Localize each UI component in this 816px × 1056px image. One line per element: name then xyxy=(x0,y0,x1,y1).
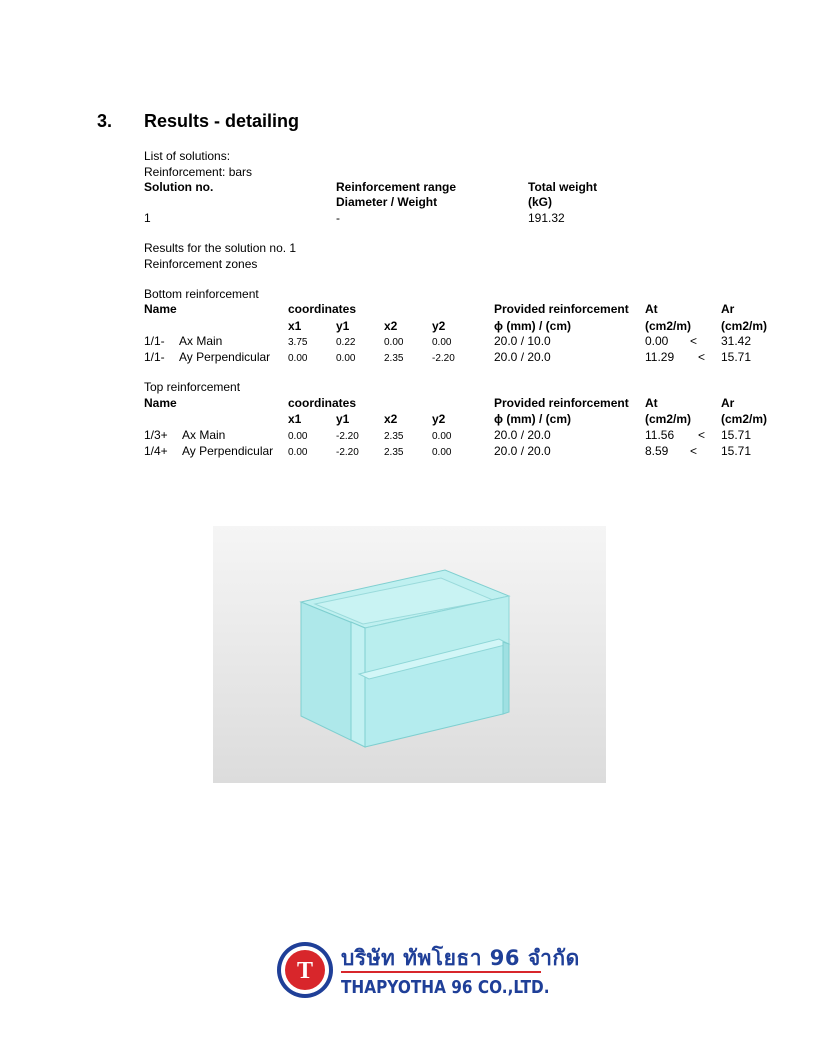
col-at-unit: (cm2/m) xyxy=(645,319,692,333)
phi-symbol: ϕ xyxy=(494,412,503,426)
bottom-row-1-cmp: < xyxy=(690,334,698,348)
model-render xyxy=(213,526,606,783)
bottom-row-2-provided: 20.0 / 20.0 xyxy=(494,350,551,364)
reinforcement-label: Reinforcement: bars xyxy=(144,165,253,179)
col-provided-2: Provided reinforcement xyxy=(494,396,629,410)
top-row-2-x1: 0.00 xyxy=(288,447,308,458)
logo-divider xyxy=(341,971,541,973)
company-name-english: THAPYOTHA 96 CO.,LTD. xyxy=(341,977,550,998)
col-ar-2: Ar xyxy=(721,396,735,410)
bottom-row-1-id: 1/1- xyxy=(144,334,165,348)
bottom-row-2-y1: 0.00 xyxy=(336,353,356,364)
solution-header: Solution no. xyxy=(144,180,214,194)
company-name-thai: บริษัท ทัพโยธา 96 จำกัด xyxy=(341,946,580,970)
top-row-1-y2: 0.00 xyxy=(432,431,452,442)
col-ar-unit-2: (cm2/m) xyxy=(721,412,768,426)
bottom-row-1-x1: 3.75 xyxy=(288,337,308,348)
col-y1: y1 xyxy=(336,319,350,333)
top-row-1-y1: -2.20 xyxy=(336,431,359,442)
col-ar: Ar xyxy=(721,302,735,316)
range-subheader: Diameter / Weight xyxy=(336,195,438,209)
bottom-row-1-y2: 0.00 xyxy=(432,337,452,348)
range-value: - xyxy=(336,211,340,225)
col-x1: x1 xyxy=(288,319,302,333)
col-y2-2: y2 xyxy=(432,412,446,426)
col-y2: y2 xyxy=(432,319,446,333)
bottom-title: Bottom reinforcement xyxy=(144,287,259,301)
list-label: List of solutions: xyxy=(144,149,231,163)
top-row-2-y1: -2.20 xyxy=(336,447,359,458)
col-name: Name xyxy=(144,302,177,316)
top-row-2-at: 8.59 xyxy=(645,444,669,458)
bottom-row-2-y2: -2.20 xyxy=(432,353,455,364)
phi-unit: (mm) / (cm) xyxy=(506,412,572,426)
top-row-1-provided: 20.0 / 20.0 xyxy=(494,428,551,442)
col-phi-2 xyxy=(494,412,571,426)
top-row-2-x2: 2.35 xyxy=(384,447,404,458)
top-row-1-ar: 15.71 xyxy=(721,428,752,442)
top-row-1-id: 1/3+ xyxy=(144,428,168,442)
box-model-illustration xyxy=(213,526,606,783)
bottom-row-2-x2: 2.35 xyxy=(384,353,404,364)
weight-value: 191.32 xyxy=(528,211,565,225)
phi-unit: (mm) / (cm) xyxy=(506,319,572,333)
top-row-2-cmp: < xyxy=(690,444,698,458)
top-row-1-x2: 2.35 xyxy=(384,431,404,442)
bottom-row-2-ar: 15.71 xyxy=(721,350,752,364)
col-coordinates: coordinates xyxy=(288,302,357,316)
top-row-2-ar: 15.71 xyxy=(721,444,752,458)
phi-symbol: ϕ xyxy=(494,319,503,333)
col-ar-unit: (cm2/m) xyxy=(721,319,768,333)
bottom-row-1-provided: 20.0 / 10.0 xyxy=(494,334,551,348)
bottom-row-2-label: Ay Perpendicular xyxy=(179,350,271,364)
results-title: Results for the solution no. 1 xyxy=(144,241,297,255)
col-x1-2: x1 xyxy=(288,412,302,426)
top-row-1-label: Ax Main xyxy=(182,428,226,442)
bottom-row-1-ar: 31.42 xyxy=(721,334,752,348)
section-number: 3. xyxy=(97,111,113,131)
bottom-row-2-id: 1/1- xyxy=(144,350,165,364)
col-phi xyxy=(494,319,571,333)
col-provided: Provided reinforcement xyxy=(494,302,629,316)
col-at-unit-2: (cm2/m) xyxy=(645,412,692,426)
top-row-2-provided: 20.0 / 20.0 xyxy=(494,444,551,458)
col-x2-2: x2 xyxy=(384,412,398,426)
solution-value: 1 xyxy=(144,211,151,225)
top-row-2-label: Ay Perpendicular xyxy=(182,444,274,458)
bottom-row-1-label: Ax Main xyxy=(179,334,223,348)
top-row-1-x1: 0.00 xyxy=(288,431,308,442)
col-y1-2: y1 xyxy=(336,412,350,426)
weight-header: Total weight xyxy=(528,180,598,194)
bottom-row-2-x1: 0.00 xyxy=(288,353,308,364)
bottom-row-1-y1: 0.22 xyxy=(336,337,356,348)
zones-title: Reinforcement zones xyxy=(144,257,258,271)
section-title: Results - detailing xyxy=(144,111,300,131)
top-row-1-cmp: < xyxy=(698,428,706,442)
col-coordinates-2: coordinates xyxy=(288,396,357,410)
bottom-row-2-cmp: < xyxy=(698,350,706,364)
bottom-row-2-at: 11.29 xyxy=(645,350,675,364)
col-at-2: At xyxy=(645,396,658,410)
col-at: At xyxy=(645,302,658,316)
top-title: Top reinforcement xyxy=(144,380,241,394)
col-name-2: Name xyxy=(144,396,177,410)
top-row-2-id: 1/4+ xyxy=(144,444,168,458)
top-row-2-y2: 0.00 xyxy=(432,447,452,458)
logo-letter-t: T xyxy=(296,958,314,984)
top-row-1-at: 11.56 xyxy=(645,428,675,442)
weight-unit: (kG) xyxy=(528,195,552,209)
bottom-row-1-x2: 0.00 xyxy=(384,337,404,348)
col-x2: x2 xyxy=(384,319,398,333)
range-header: Reinforcement range xyxy=(336,180,457,194)
bottom-row-1-at: 0.00 xyxy=(645,334,669,348)
